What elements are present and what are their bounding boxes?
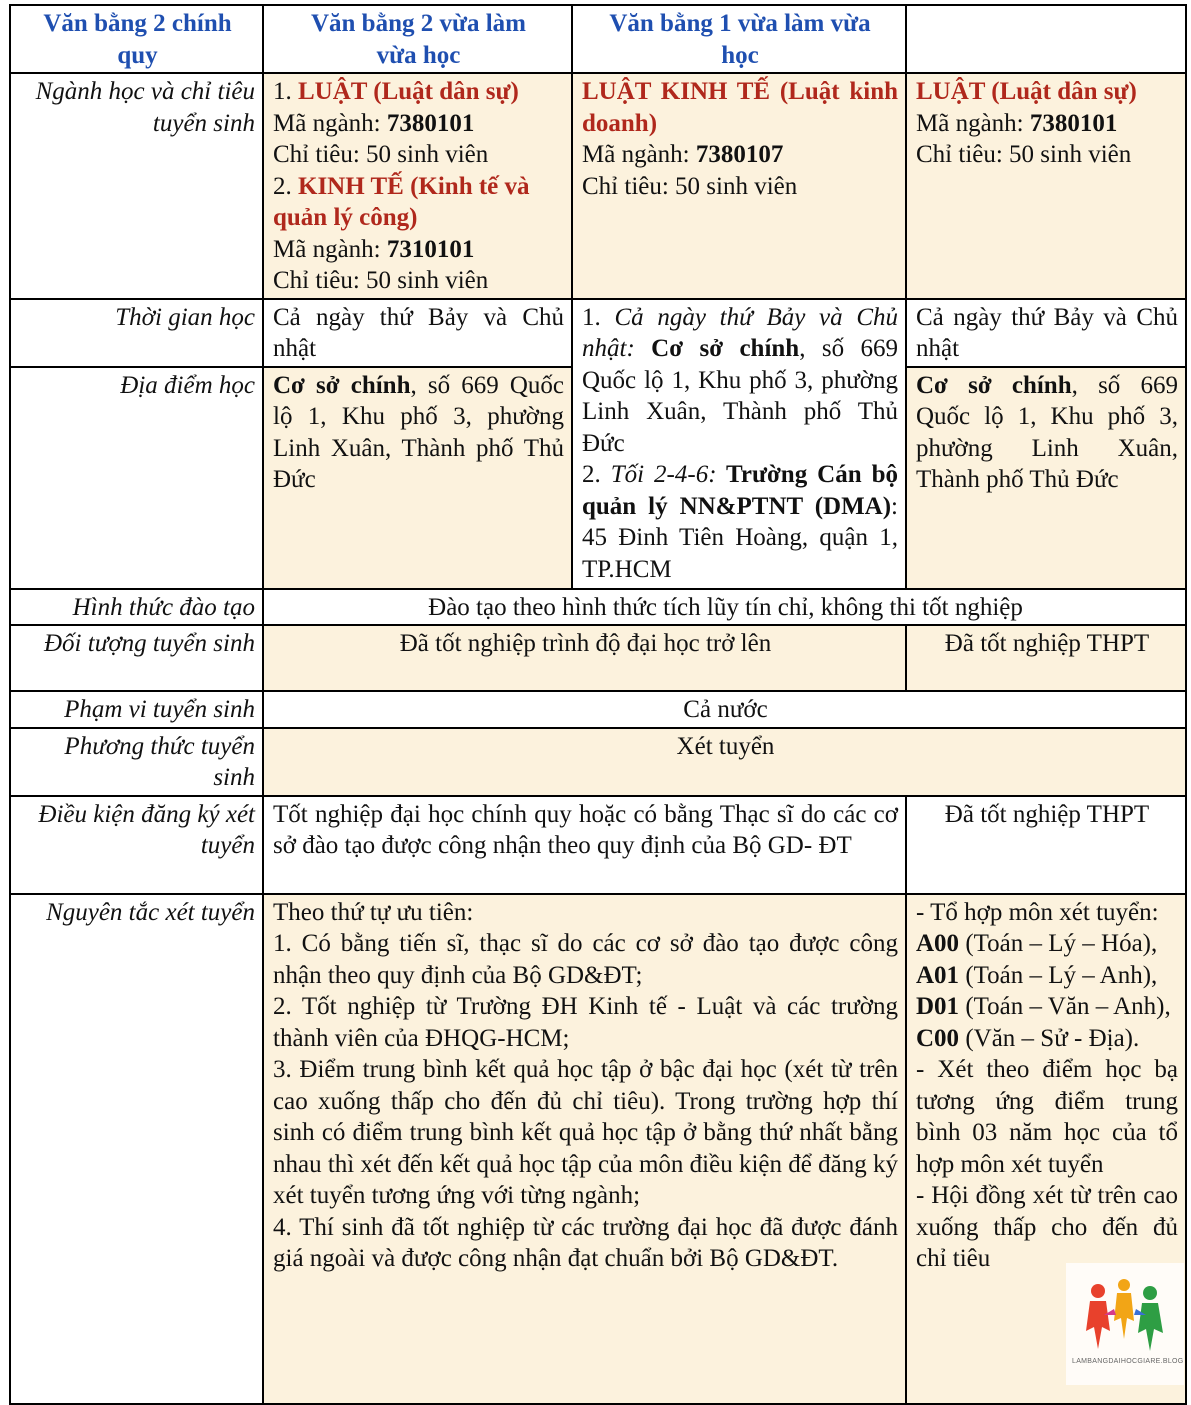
header-row	[10, 5, 1186, 73]
campus-name: Cơ sở chính	[916, 371, 1072, 399]
campus-name: Trường Cán bộ quản lý NN&PTNT (DMA)	[582, 461, 898, 520]
code-label: Mã ngành:	[582, 141, 696, 168]
row-label: Điều kiện đăng ký xét tuyển	[10, 796, 263, 894]
row-dieu-kien	[10, 796, 1186, 894]
code-label: Mã ngành:	[916, 109, 1030, 137]
watermark-logo	[1066, 1263, 1184, 1385]
cell-dieukien-vb1: Đã tốt nghiệp THPT	[906, 796, 1186, 894]
header-vb2-vlvh	[263, 5, 572, 73]
quota-text: Chỉ tiêu: 50 sinh viên	[273, 141, 489, 168]
row-phuong-thuc	[10, 728, 1186, 796]
combo-code: D01	[916, 993, 960, 1020]
header-line: Văn bằng 1 vừa làm vừa	[609, 10, 871, 37]
watermark-text: LAMBANGDAIHOCGIARE.BLOG	[1072, 1358, 1184, 1365]
row-nguyen-tac	[10, 894, 1186, 1404]
people-logo-icon	[1084, 1271, 1166, 1357]
schedule-time: Cả ngày thứ Bảy và Chủ nhật:	[582, 303, 899, 362]
cell-diadiem-vb1vlvh	[906, 367, 1186, 589]
combo-desc: (Toán – Lý – Anh),	[959, 961, 1158, 989]
list-number: 1.	[273, 78, 298, 105]
cell-nganh-vb2vlvh	[572, 73, 906, 299]
row-label: Địa điểm học	[10, 367, 263, 589]
campus-name: Cơ sở chính	[634, 335, 800, 362]
quota-text: Chỉ tiêu: 50 sinh viên	[582, 172, 798, 200]
cell-hinhthuc: Đào tạo theo hình thức tích lũy tín chỉ, không thi tốt nghiệp	[263, 589, 1186, 626]
combo-code: A00	[916, 930, 960, 957]
cell-phuongthuc: Xét tuyển	[263, 728, 1186, 796]
major-title: LUẬT KINH TẾ (Luật kinh doanh)	[582, 78, 898, 137]
row-label: Đối tượng tuyển sinh	[10, 625, 263, 691]
quota-text: Chỉ tiêu: 50 sinh viên	[273, 267, 489, 294]
row-pham-vi	[10, 691, 1186, 728]
header-empty	[906, 5, 1186, 73]
row-doi-tuong	[10, 625, 1186, 691]
row-label: Hình thức đào tạo	[10, 589, 263, 626]
combo-desc: (Văn – Sử - Địa).	[959, 1024, 1140, 1052]
row-nganh-hoc	[10, 73, 1186, 299]
combo-code: A01	[916, 961, 960, 989]
campus-address: , số 669 Quốc lộ 1, Khu phố 3, phường Linh Xuân, Thành phố Thủ Đức	[582, 335, 898, 457]
header-line: Văn bằng 2 vừa làm	[310, 10, 527, 37]
cell-doituong-vb2: Đã tốt nghiệp trình độ đại học trở lên	[263, 625, 906, 691]
cell-nganh-vb1vlvh	[906, 73, 1186, 299]
combo-desc: (Toán – Văn – Anh),	[959, 993, 1171, 1020]
rule-line: - Hội đồng xét từ trên cao xuống thấp cho đến đủ chỉ tiêu	[916, 1182, 1178, 1272]
subject-combo	[916, 991, 1178, 1023]
rule-line: 4. Thí sinh đã tốt nghiệp từ các trường đại học đã được đánh giá ngoài và được công nhận đạt chuẩn bởi Bộ GD&ĐT.	[273, 1213, 898, 1272]
campus-address: , số 669 Quốc lộ 1, Khu phố 3, phường Linh Xuân, Thành phố Thủ Đức	[273, 371, 564, 493]
row-label: Thời gian học	[10, 299, 263, 367]
subject-combo	[916, 1023, 1178, 1055]
code-label: Mã ngành:	[273, 235, 387, 263]
major-code: 7310101	[386, 235, 475, 263]
code-label: Mã ngành:	[273, 109, 387, 137]
cell-diadiem-vb2cq	[263, 367, 572, 589]
row-label: Ngành học và chỉ tiêu tuyển sinh	[10, 73, 263, 299]
header-vb1-vlvh	[572, 5, 906, 73]
admission-table	[9, 4, 1187, 1405]
rule-line: 3. Điểm trung bình kết quả học tập ở bậc đại học (xét từ trên cao xuống thấp cho đến đủ chỉ tiêu). Trong trường hợp thí sinh có điểm trung bình kết quả học tập ở bằng thứ nhất bằng nhau thì xét đến kết quả học tập của môn điều kiện để đăng ký xét tuyển tương ứng với từng ngành;	[273, 1056, 898, 1209]
row-label: Phương thức tuyển sinh	[10, 728, 263, 796]
quota-text: Chỉ tiêu: 50 sinh viên	[916, 141, 1132, 168]
schedule-time: Tối 2-4-6:	[610, 461, 717, 488]
campus-name: Cơ sở chính	[273, 371, 411, 399]
rule-line: Theo thứ tự ưu tiên:	[273, 898, 474, 926]
rule-line: 2. Tốt nghiệp từ Trường ĐH Kinh tế - Luật và các trường thành viên của ĐHQG-HCM;	[273, 993, 898, 1052]
campus-address: , số 669 Quốc lộ 1, Khu phố 3, phường Linh Xuân, Thành phố Thủ Đức	[916, 371, 1178, 493]
subject-combo	[916, 960, 1178, 992]
rule-line: - Xét theo điểm học bạ tương ứng điểm trung bình 03 năm học của tổ hợp môn xét tuyển	[916, 1056, 1178, 1178]
cell-doituong-vb1: Đã tốt nghiệp THPT	[906, 625, 1186, 691]
rule-line: - Tổ hợp môn xét tuyển:	[916, 898, 1159, 926]
cell-lich-hoc-vb2vlvh	[572, 299, 906, 589]
cell-nguyentac-vb2	[263, 894, 906, 1404]
combo-code: C00	[916, 1024, 960, 1052]
subject-combo	[916, 928, 1178, 960]
major-title: LUẬT (Luật dân sự)	[916, 78, 1137, 105]
combo-desc: (Toán – Lý – Hóa),	[959, 930, 1158, 957]
header-line: vừa học	[376, 41, 461, 69]
list-number: 2.	[273, 172, 298, 200]
list-number: 2.	[582, 461, 611, 488]
major-code: 7380107	[695, 141, 784, 168]
rule-line: 1. Có bằng tiến sĩ, thạc sĩ do các cơ sở đào tạo được công nhận theo quy định của Bộ GD&ĐT;	[273, 930, 898, 989]
header-vb2-chinh-quy	[10, 5, 263, 73]
header-line: học	[721, 41, 759, 69]
major-title: KINH TẾ (Kinh tế và quản lý công)	[273, 172, 530, 231]
cell-thoigian-vb2cq: Cả ngày thứ Bảy và Chủ nhật	[263, 299, 572, 367]
header-line: quy	[117, 41, 158, 69]
cell-dieukien-vb2: Tốt nghiệp đại học chính quy hoặc có bằng Thạc sĩ do các cơ sở đào tạo được công nhận theo quy định của Bộ GD- ĐT	[263, 796, 906, 894]
row-thoi-gian	[10, 299, 1186, 367]
cell-thoigian-vb1vlvh: Cả ngày thứ Bảy và Chủ nhật	[906, 299, 1186, 367]
row-label: Phạm vi tuyển sinh	[10, 691, 263, 728]
major-title: LUẬT (Luật dân sự)	[298, 78, 519, 105]
cell-phamvi: Cả nước	[263, 691, 1186, 728]
cell-nganh-vb2cq	[263, 73, 572, 299]
major-code: 7380101	[386, 109, 475, 137]
list-number: 1.	[582, 303, 615, 331]
campus-address: : 45 Đinh Tiên Hoàng, quận 1, TP.HCM	[582, 492, 898, 583]
major-code: 7380101	[1029, 109, 1118, 137]
row-label: Nguyên tắc xét tuyển	[10, 894, 263, 1404]
row-hinh-thuc	[10, 589, 1186, 626]
header-line: Văn bằng 2 chính	[43, 10, 232, 37]
